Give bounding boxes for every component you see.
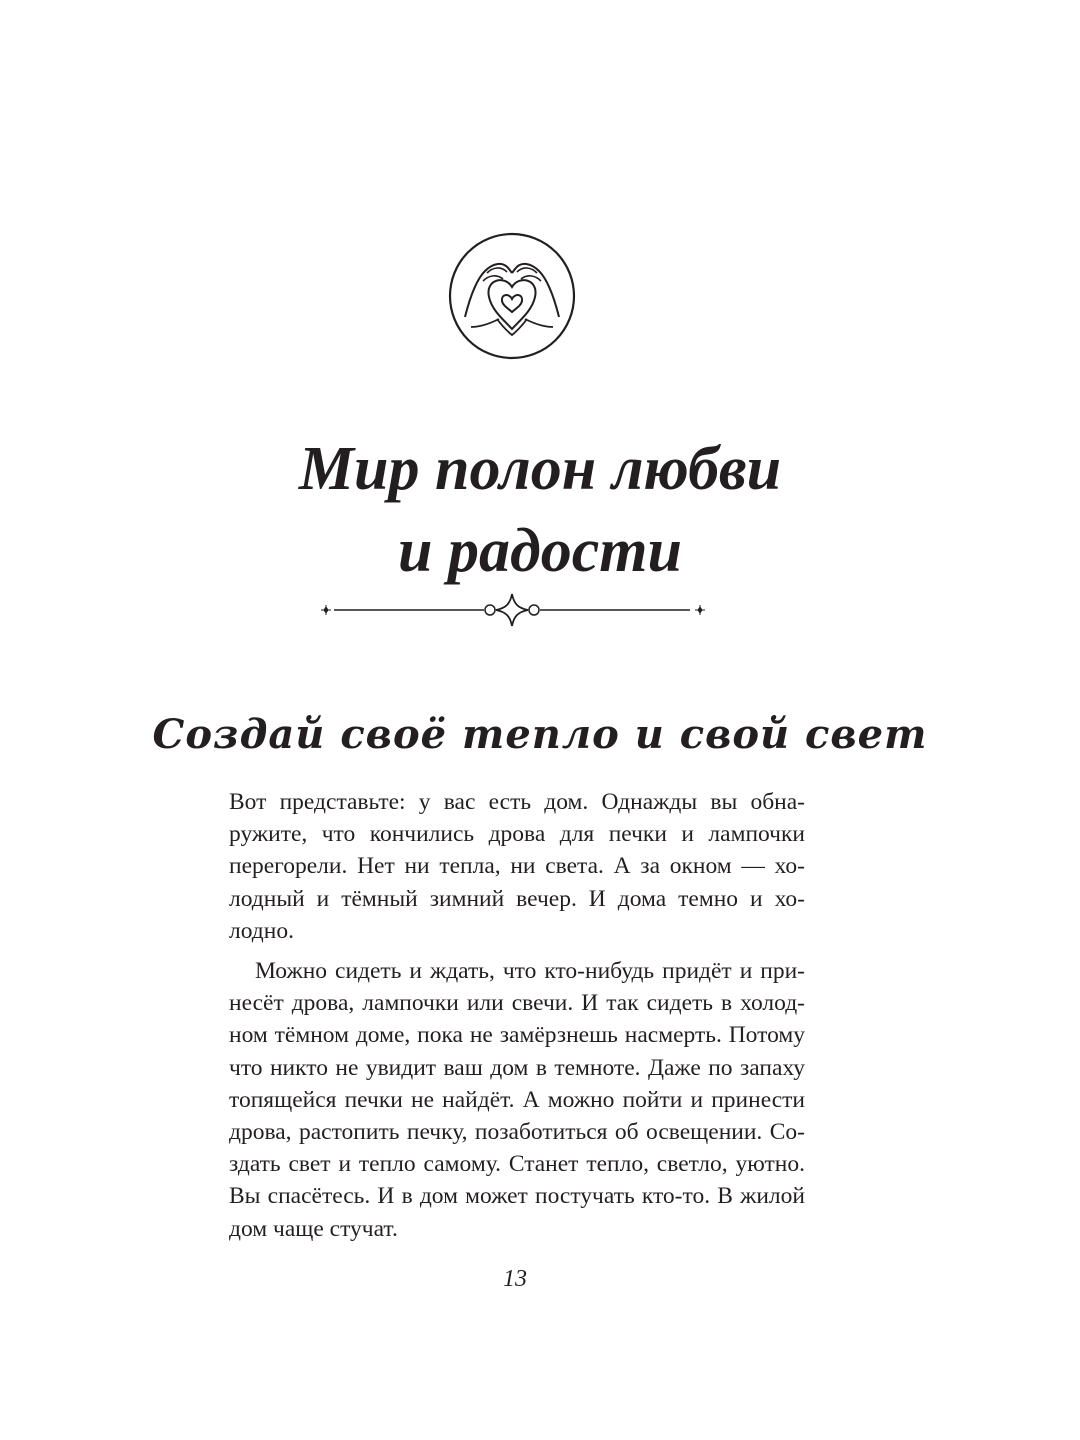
paragraph-1 (229, 786, 805, 947)
text-line: что никто не увидит ваш дом в темноте. Даже по запаху (229, 1054, 805, 1081)
text-line: топящейся печки не найдёт. А можно пойти и принести (229, 1086, 805, 1113)
text-line: Вы спасётесь. И в дом может постучать кто-то. В жилой (229, 1183, 805, 1210)
text-line: ном тёмном доме, пока не замёрзнешь насмерть. Потому (229, 1022, 805, 1049)
text-line: лодный и тёмный зимний вечер. И дома темно и хо- (229, 885, 805, 912)
chapter-title-line-1: Мир полон любви (298, 435, 782, 503)
chapter-title-line-2: и радости (398, 517, 682, 585)
page-number: 13 (503, 1266, 527, 1292)
heart-hands-icon (447, 231, 577, 361)
section-title: Создай своё тепло и свой свет (152, 711, 928, 758)
text-line: дрова, растопить печку, позаботиться об освещении. Со- (229, 1119, 805, 1146)
paragraph-2 (229, 955, 805, 1245)
text-line: несёт дрова, лампочки или свечи. И так сидеть в холод- (229, 990, 805, 1017)
text-line: Можно сидеть и ждать, что кто-нибудь придёт и при- (255, 958, 805, 985)
body-text (229, 786, 805, 1245)
text-line: здать свет и тепло самому. Станет тепло, светло, уютно. (229, 1151, 805, 1178)
chapter-title (140, 428, 940, 592)
text-line: Вот представьте: у вас есть дом. Однажды вы обна- (229, 789, 805, 815)
text-line: перегорели. Нет ни тепла, ни света. А за окном — хо- (229, 853, 805, 880)
text-line: лодно. (229, 917, 294, 944)
text-line: ружите, что кончились дрова для печки и лампочки (229, 821, 805, 848)
ornamental-divider (312, 590, 712, 630)
text-line: дом чаще стучат. (229, 1215, 398, 1242)
